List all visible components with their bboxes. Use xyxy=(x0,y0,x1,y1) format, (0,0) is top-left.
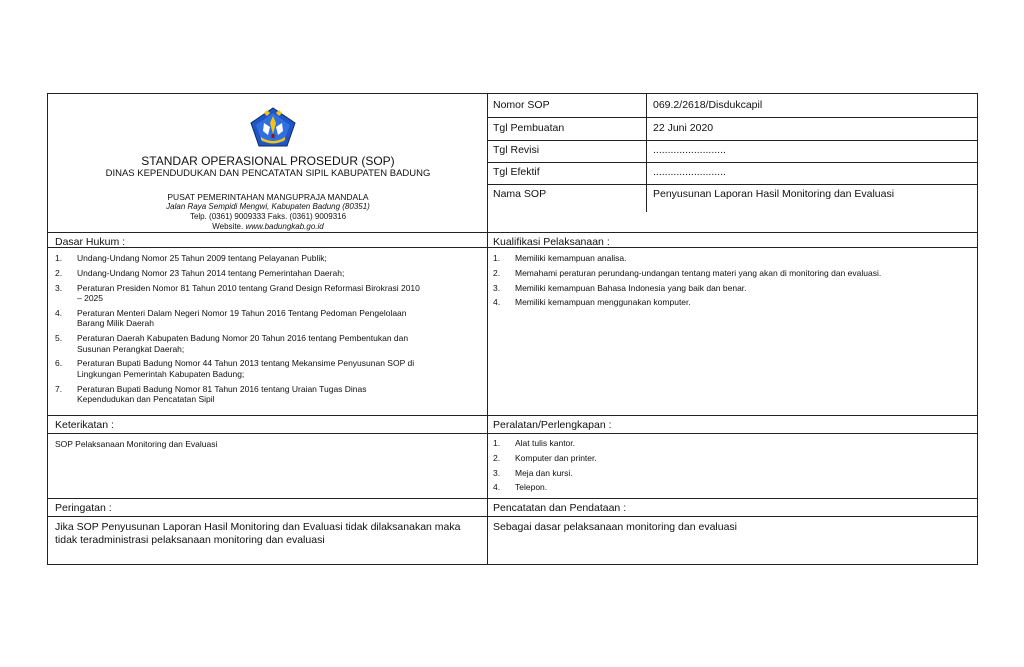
pencatatan-text: Sebagai dasar pelaksanaan monitoring dan evaluasi xyxy=(493,521,738,533)
info-row-divider xyxy=(487,117,978,118)
section-divider xyxy=(48,232,978,233)
office-address: Jalan Raya Sempidi Mengwi, Kabupaten Badung (80351) xyxy=(166,202,370,211)
section-divider xyxy=(48,415,978,416)
section-divider xyxy=(48,498,978,499)
keterikatan-text: SOP Pelaksanaan Monitoring dan Evaluasi xyxy=(55,439,218,449)
office-phone: Telp. (0361) 9009333 Faks. (0361) 9009316 xyxy=(189,212,347,221)
list-item: 4. Telepon. xyxy=(493,482,548,493)
list-item: 1. Alat tulis kantor. xyxy=(493,438,576,448)
peringatan-label: Peringatan : xyxy=(55,502,112,514)
section-divider xyxy=(48,433,978,434)
info-row-divider xyxy=(487,184,978,185)
list-item: 2. Memahami peraturan perundang-undangan tentang materi yang akan di monitoring dan evaluasi. xyxy=(493,267,882,278)
list-item: 5. Peraturan Daerah Kabupaten Badung Nomor 20 Tahun 2016 tentang Pembentukan dan Susunan Perangkat Daerah; xyxy=(55,333,409,354)
info-label: Tgl Efektif xyxy=(493,166,540,178)
sop-title: STANDAR OPERASIONAL PROSEDUR (SOP) xyxy=(141,154,395,168)
info-value: ......................... xyxy=(653,144,726,156)
list-item: 3. Peraturan Presiden Nomor 81 Tahun 2010 tentang Grand Design Reformasi Birokrasi 2010 – 2025 xyxy=(55,282,420,304)
peralatan-list xyxy=(493,438,973,497)
keterikatan-label: Keterikatan : xyxy=(55,419,114,431)
list-item: 1. Undang-Undang Nomor 25 Tahun 2009 tentang Pelayanan Publik; xyxy=(55,253,327,263)
list-item: 2. Undang-Undang Nomor 23 Tahun 2014 tentang Pemerintahan Daerah; xyxy=(55,267,345,278)
info-column-divider xyxy=(646,94,647,212)
info-label: Nama SOP xyxy=(493,188,547,200)
kualifikasi-list xyxy=(493,253,973,312)
info-label: Tgl Pembuatan xyxy=(493,122,565,134)
info-value: Penyusunan Laporan Hasil Monitoring dan Evaluasi xyxy=(653,188,895,200)
agency-name: DINAS KEPENDUDUKAN DAN PENCATATAN SIPIL KABUPATEN BADUNG xyxy=(105,168,431,179)
list-item: 6. Peraturan Bupati Badung Nomor 44 Tahun 2013 tentang Mekansime Penyusunan SOP di Lingkungan Pemerintah Kabupaten Badung; xyxy=(55,358,415,379)
list-item: 1. Memiliki kemampuan analisa. xyxy=(493,253,627,263)
sop-document xyxy=(47,93,978,565)
dasar-hukum-list xyxy=(55,253,485,409)
info-row-divider xyxy=(487,162,978,163)
list-item: 4. Peraturan Menteri Dalam Negeri Nomor 19 Tahun 2016 Tentang Pedoman Pengelolaan Barang Milik Daerah xyxy=(55,307,407,329)
dasar-hukum-label: Dasar Hukum : xyxy=(55,236,126,248)
info-value: 22 Juni 2020 xyxy=(653,122,714,134)
peringatan-text: Jika SOP Penyusunan Laporan Hasil Monitoring dan Evaluasi tidak dilaksanakan maka tidak teradministrasi pelaksanaan monitoring dan evaluasi xyxy=(55,521,461,546)
kualifikasi-label: Kualifikasi Pelaksanaan : xyxy=(493,236,610,248)
info-row-divider xyxy=(487,140,978,141)
office-website: Website. www.badungkab.go.id xyxy=(212,222,324,231)
list-item: 3. Meja dan kursi. xyxy=(493,467,573,478)
pencatatan-label: Pencatatan dan Pendataan : xyxy=(493,502,627,514)
list-item: 2. Komputer dan printer. xyxy=(493,452,597,463)
info-value: 069.2/2618/Disdukcapil xyxy=(653,99,763,111)
badung-regency-logo xyxy=(250,107,296,147)
list-item: 4. Memiliki kemampuan menggunakan komputer. xyxy=(493,297,691,308)
list-item: 7. Peraturan Bupati Badung Nomor 81 Tahun 2016 tentang Uraian Tugas Dinas Kependudukan dan Pencatatan Sipil xyxy=(55,383,367,405)
list-item: 3. Memiliki kemampuan Bahasa Indonesia yang baik dan benar. xyxy=(493,282,747,293)
info-label: Nomor SOP xyxy=(493,99,550,111)
section-divider xyxy=(48,516,978,517)
office-name: PUSAT PEMERINTAHAN MANGUPRAJA MANDALA xyxy=(167,192,369,202)
info-label: Tgl Revisi xyxy=(493,144,540,156)
peralatan-label: Peralatan/Perlengkapan : xyxy=(493,419,612,431)
info-value: ......................... xyxy=(653,166,726,178)
